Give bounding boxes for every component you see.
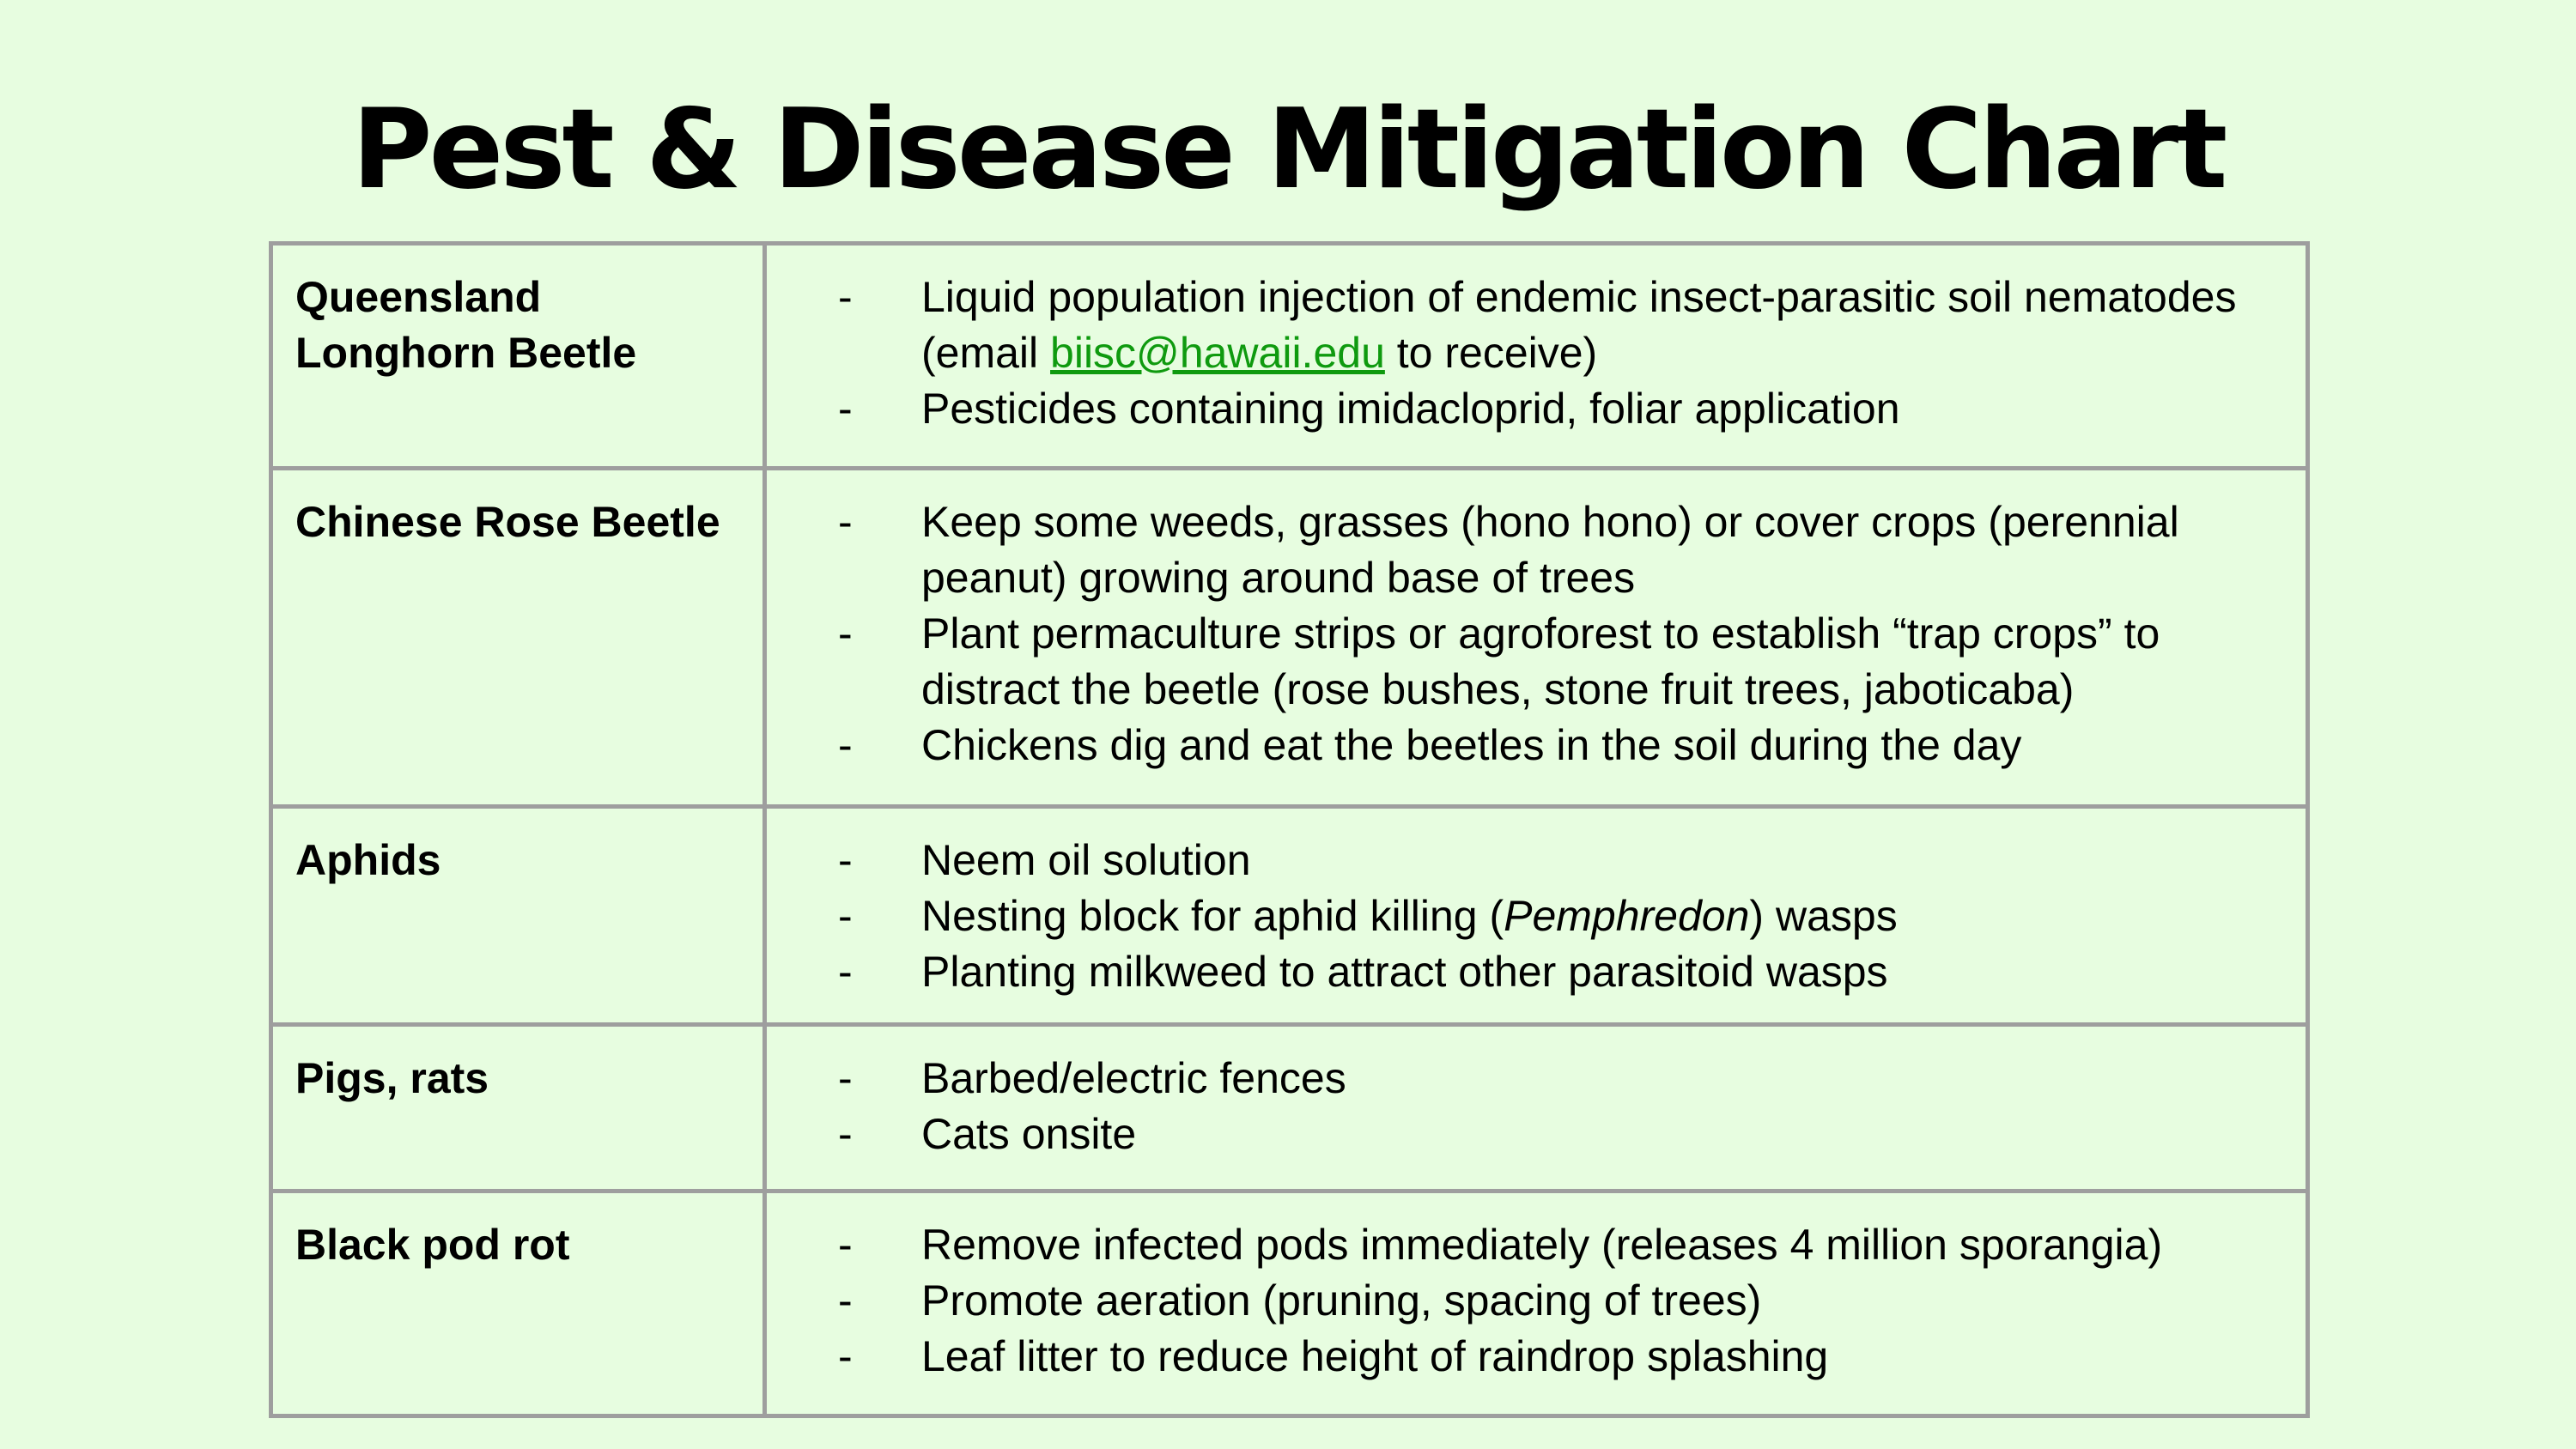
measures-cell: [765, 244, 2308, 469]
measure-text: Barbed/electric fences: [921, 1054, 1346, 1102]
list-item: [767, 1329, 2288, 1385]
bullet-dash: -: [838, 1054, 853, 1102]
measure-text: Neem oil solution: [921, 836, 1251, 884]
pest-name: Pigs, rats: [271, 1025, 765, 1191]
list-item: [767, 718, 2288, 773]
measure-text: Plant permaculture strips or agroforest to establish “trap crops” to distract the beetle (rose bushes, stone fruit trees, jaboticaba): [921, 609, 2160, 713]
bullet-dash: -: [838, 948, 853, 996]
table-row: [271, 1191, 2308, 1416]
page-title: Pest & Disease Mitigation Chart: [351, 86, 2225, 214]
mitigation-table: [269, 241, 2310, 1418]
bullet-dash: -: [838, 1221, 853, 1269]
list-item: [767, 833, 2288, 888]
list-item: [767, 1217, 2288, 1273]
list-item: [767, 1273, 2288, 1329]
pest-name: Queensland Longhorn Beetle: [271, 244, 765, 469]
list-item: [767, 888, 2288, 944]
bullet-dash: -: [838, 498, 853, 546]
table-row: [271, 807, 2308, 1025]
email-link[interactable]: biisc@hawaii.edu: [1050, 329, 1385, 377]
list-item: [767, 270, 2288, 381]
measure-text: Nesting block for aphid killing (: [921, 892, 1504, 940]
list-item: [767, 1051, 2288, 1106]
measure-list: [767, 833, 2288, 1000]
measure-text: Pesticides containing imidacloprid, foliar application: [921, 385, 1900, 433]
measure-text: ) wasps: [1749, 892, 1898, 940]
bullet-dash: -: [838, 609, 853, 658]
bullet-dash: -: [838, 1332, 853, 1380]
bullet-dash: -: [838, 1110, 853, 1158]
measure-text: Chickens dig and eat the beetles in the soil during the day: [921, 721, 2022, 769]
measures-cell: [765, 1025, 2308, 1191]
bullet-dash: -: [838, 273, 853, 321]
table-row: [271, 244, 2308, 469]
pest-name: Aphids: [271, 807, 765, 1025]
measure-text: to receive): [1384, 329, 1598, 377]
measure-list: [767, 1051, 2288, 1162]
list-item: [767, 381, 2288, 437]
table-row: [271, 469, 2308, 807]
measures-cell: [765, 1191, 2308, 1416]
measure-text: Cats onsite: [921, 1110, 1137, 1158]
measure-text: Liquid population injection of endemic insect-parasitic soil nematodes (email: [921, 273, 2237, 377]
pest-name: Black pod rot: [271, 1191, 765, 1416]
table-row: [271, 1025, 2308, 1191]
bullet-dash: -: [838, 836, 853, 884]
measure-list: [767, 1217, 2288, 1385]
measure-text: Remove infected pods immediately (releases 4 million sporangia): [921, 1221, 2163, 1269]
pest-name: Chinese Rose Beetle: [271, 469, 765, 807]
bullet-dash: -: [838, 385, 853, 433]
bullet-dash: -: [838, 892, 853, 940]
measure-list: [767, 270, 2288, 437]
bullet-dash: -: [838, 1276, 853, 1325]
measure-text: Keep some weeds, grasses (hono hono) or cover crops (perennial peanut) growing around base of trees: [921, 498, 2179, 602]
list-item: [767, 606, 2288, 718]
bullet-dash: -: [838, 721, 853, 769]
measure-list: [767, 494, 2288, 773]
list-item: [767, 944, 2288, 1000]
measure-text: Promote aeration (pruning, spacing of trees): [921, 1276, 1762, 1325]
measure-text: Leaf litter to reduce height of raindrop splashing: [921, 1332, 1829, 1380]
measures-cell: [765, 807, 2308, 1025]
list-item: [767, 1106, 2288, 1162]
list-item: [767, 494, 2288, 606]
measures-cell: [765, 469, 2308, 807]
species-name: Pemphredon: [1504, 892, 1750, 940]
measure-text: Planting milkweed to attract other parasitoid wasps: [921, 948, 1888, 996]
